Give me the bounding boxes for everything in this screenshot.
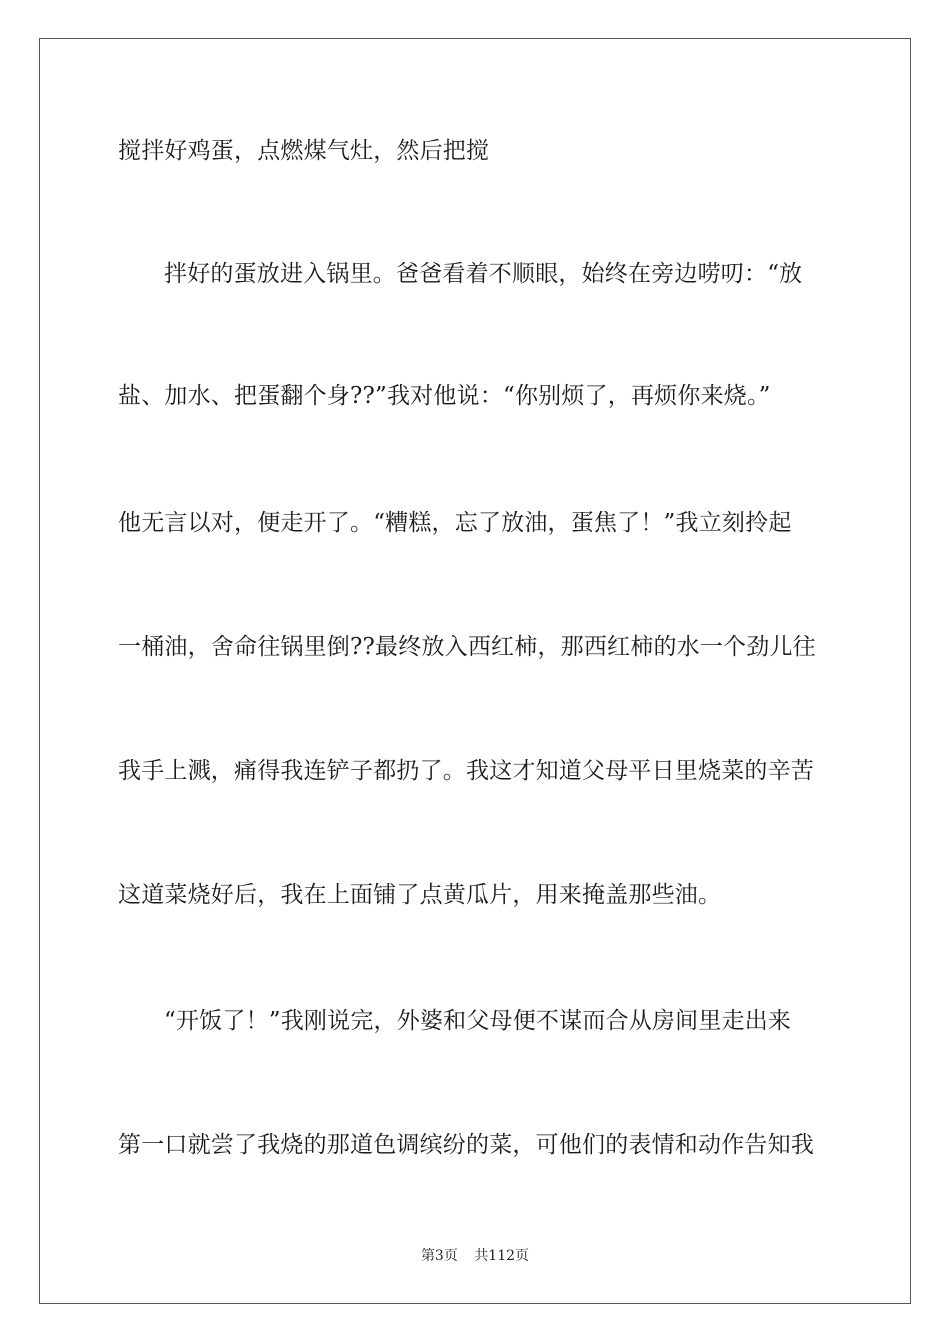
text-line-9: 第一口就尝了我烧的那道色调缤纷的菜，可他们的表情和动作告知我 <box>118 1132 814 1158</box>
text-line-6: 我手上溅，痛得我连铲子都扔了。我这才知道父母平日里烧菜的辛苦 <box>118 758 814 784</box>
text-line-4: 他无言以对，便走开了。“糟糕，忘了放油，蛋焦了！”我立刻拎起 <box>118 510 792 536</box>
page-border <box>39 38 911 1304</box>
text-line-7: 这道菜烧好后，我在上面铺了点黄瓜片，用来掩盖那些油。 <box>118 882 722 908</box>
text-line-3: 盐、加水、把蛋翻个身??”我对他说：“你别烦了，再烦你来烧。” <box>118 383 771 409</box>
page-footer <box>0 1247 950 1265</box>
text-line-8: “开饭了！”我刚说完，外婆和父母便不谋而合从房间里走出来 <box>164 1008 792 1034</box>
text-line-5: 一桶油，舍命往锅里倒??最终放入西红柿，那西红柿的水一个劲儿往 <box>118 634 816 660</box>
page-number: 第3页 <box>420 1248 458 1264</box>
text-line-1: 搅拌好鸡蛋，点燃煤气灶，然后把搅 <box>118 138 490 164</box>
total-pages: 共112页 <box>474 1248 530 1264</box>
text-line-2: 拌好的蛋放进入锅里。爸爸看着不顺眼，始终在旁边唠叨：“放 <box>164 261 803 287</box>
